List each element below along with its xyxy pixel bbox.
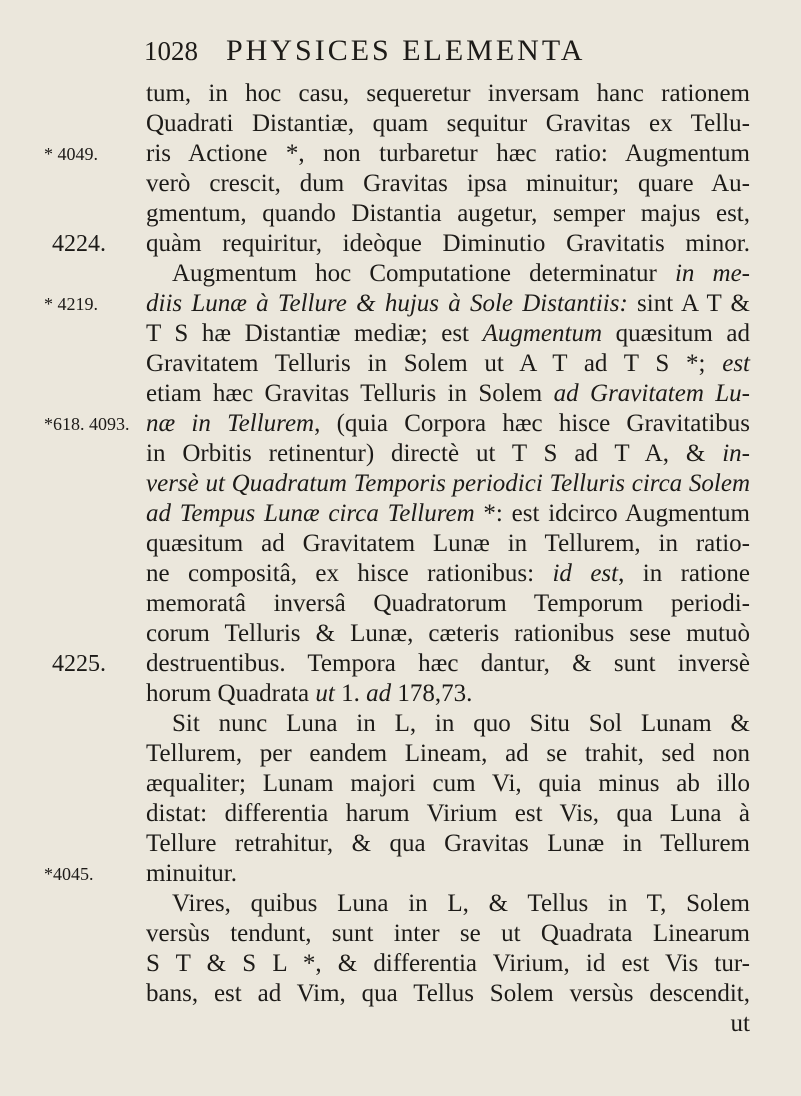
- text-span: ne compositâ, ex hisce rationibus:: [146, 560, 553, 587]
- text-line: [146, 349, 750, 379]
- text-span: , in ratione: [618, 560, 751, 587]
- text-line: Sit nunc Luna in L, in quo Situ Sol Lunam &: [172, 710, 750, 737]
- text-span: Gravitatem Telluris in Solem ut A T ad T S *;: [146, 350, 723, 377]
- text-span: , (quia Corpora hæc hisce Gravitatibus: [314, 410, 751, 437]
- text-line: Tellurem, per eandem Lineam, ad se trahit, sed non: [146, 740, 750, 767]
- italic-span: ad Tempus Lunæ circa Tellurem: [146, 500, 475, 527]
- page-number: 1028: [144, 36, 198, 66]
- text-line: [146, 679, 750, 709]
- italic-span: in me-: [674, 260, 750, 287]
- text-span: 178,73.: [391, 680, 473, 707]
- text-line: tum, in hoc casu, sequeretur inversam hanc rationem: [146, 80, 750, 107]
- text-span: T S hæ Distantiæ mediæ; est: [146, 320, 483, 347]
- margin-note-4224: 4224.: [52, 231, 106, 257]
- running-title: PHYSICES ELEMENTA: [226, 34, 586, 67]
- text-line: Quadrati Distantiæ, quam sequitur Gravitas ex Tellu-: [146, 110, 750, 137]
- italic-span: Augmentum: [482, 320, 602, 347]
- text-line: æqualiter; Lunam majori cum Vi, quia minus ab illo: [146, 770, 750, 797]
- italic-span: est: [722, 350, 750, 377]
- text-line: verò crescit, dum Gravitas ipsa minuitur; quare Au-: [146, 170, 750, 197]
- text-line: [146, 409, 750, 439]
- text-span: 1.: [334, 680, 367, 707]
- text-line: S T & S L *, & differentia Virium, id est Vis tur-: [146, 950, 750, 977]
- text-line: versè ut Quadratum Temporis periodici Telluris circa Solem: [146, 470, 750, 497]
- text-line: Vires, quibus Luna in L, & Tellus in T, Solem: [172, 890, 750, 917]
- text-span: etiam hæc Gravitas Telluris in Solem: [146, 380, 554, 407]
- italic-span: in-: [722, 440, 750, 467]
- text-line: [146, 559, 750, 589]
- page-header: [0, 34, 801, 74]
- text-line: ris Actione *, non turbaretur hæc ratio: Augmentum: [146, 140, 750, 167]
- text-line: Tellure retrahitur, & qua Gravitas Lunæ in Tellurem: [146, 830, 750, 857]
- text-span: Augmentum hoc Computatione determinatur: [172, 260, 675, 287]
- text-line: bans, est ad Vim, qua Tellus Solem versùs descendit,: [146, 980, 750, 1007]
- text-line: minuitur.: [146, 860, 237, 887]
- text-line: [146, 439, 750, 469]
- margin-note-4225: 4225.: [52, 651, 106, 677]
- text-line: distat: differentia harum Virium est Vis, qua Luna à: [146, 800, 750, 827]
- text-span: *: est idcirco Augmentum: [474, 500, 750, 527]
- italic-span: ad Gravitatem Lu-: [553, 380, 750, 407]
- italic-span: næ in Tellurem: [146, 410, 315, 437]
- italic-span: ut: [315, 680, 335, 707]
- text-line: [146, 379, 750, 409]
- italic-span: ad: [366, 680, 392, 707]
- margin-note-618-4093: *618. 4093.: [44, 414, 130, 434]
- text-line: [146, 319, 750, 349]
- text-line: memoratâ inversâ Quadratorum Temporum periodi-: [146, 590, 750, 617]
- margin-note-4045: *4045.: [44, 864, 94, 884]
- margin-note-4219: * 4219.: [44, 294, 98, 314]
- margin-note-4049: * 4049.: [44, 144, 98, 164]
- text-line: versùs tendunt, sunt inter se ut Quadrata Linearum: [146, 920, 750, 947]
- text-line: destruentibus. Tempora hæc dantur, & sunt inversè: [146, 650, 750, 677]
- text-line: quæsitum ad Gravitatem Lunæ in Tellurem, in ratio-: [146, 530, 750, 557]
- text-line: [146, 289, 750, 319]
- italic-span: id est: [552, 560, 619, 587]
- text-span: quæsitum ad: [602, 320, 750, 347]
- text-line: [146, 499, 750, 529]
- italic-span: diis Lunæ à Tellure & hujus à Sole Distantiis:: [146, 290, 628, 317]
- catchword: ut: [730, 1010, 750, 1037]
- text-line: gmentum, quando Distantia augetur, semper majus est,: [146, 200, 750, 227]
- text-span: horum Quadrata: [146, 680, 316, 707]
- text-span: in Orbitis retinentur) directè ut T S ad T A, &: [146, 440, 723, 467]
- text-line: corum Telluris & Lunæ, cæteris rationibus sese mutuò: [146, 620, 750, 647]
- text-line: quàm requiritur, ideòque Diminutio Gravitatis minor.: [146, 230, 750, 257]
- text-span: sint A T &: [627, 290, 750, 317]
- text-line: [172, 259, 750, 289]
